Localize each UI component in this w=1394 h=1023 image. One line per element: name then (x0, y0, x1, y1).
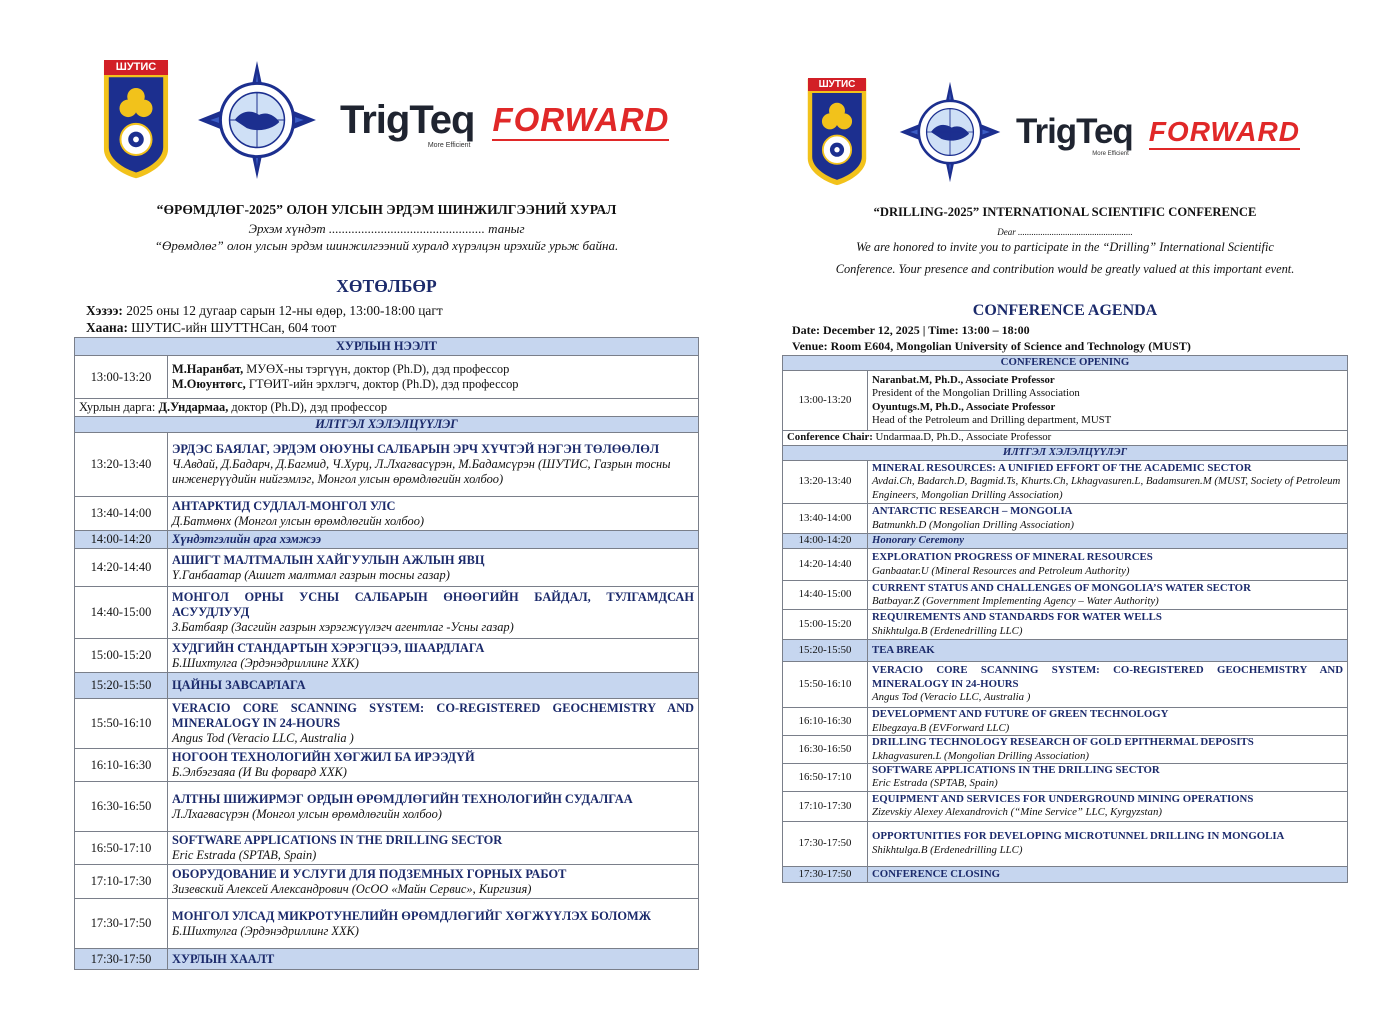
talk-title: CURRENT STATUS AND CHALLENGES OF MONGOLIA’S WATER SECTOR (872, 581, 1251, 594)
talk-cell (168, 497, 699, 531)
opening-row (783, 371, 1348, 431)
chair-role: доктор (Ph.D), дэд профессор (228, 400, 388, 415)
talk-title: МОНГОЛ УЛСАД МИКРОТУНЕЛИЙН ӨРӨМДЛӨГИЙГ ХӨГЖҮҮЛЭХ БОЛОМЖ (172, 908, 651, 923)
time-cell: 17:30-17:50 (783, 821, 868, 866)
forward-wordmark: FORWARD (1148, 116, 1300, 147)
presentations-heading: ИЛТГЭЛ ХЭЛЭЛЦҮҮЛЭГ (783, 446, 1348, 461)
talk-authors: Shikhtulga.B (Erdenedrilling LLC) (872, 843, 1023, 856)
schedule-row (783, 764, 1348, 792)
time-cell: 15:20-15:50 (75, 673, 168, 699)
talk-cell (168, 832, 699, 865)
schedule-row (75, 497, 699, 531)
talk-cell (868, 610, 1348, 640)
talk-title: ОБОРУДОВАНИЕ И УСЛУГИ ДЛЯ ПОДЗЕМНЫХ ГОРНЫХ РАБОТ (172, 866, 567, 881)
talk-cell (168, 749, 699, 782)
talk-cell (868, 736, 1348, 764)
time-cell: 14:40-15:00 (75, 587, 168, 639)
talk-authors: Lkhagvasuren.L (Mongolian Drilling Association) (872, 749, 1089, 762)
trigteq-logo (1016, 112, 1133, 157)
agenda-title: ХӨТӨЛБӨР (336, 276, 437, 296)
talk-cell (168, 699, 699, 749)
schedule-row (783, 662, 1348, 708)
talk-cell (868, 581, 1348, 610)
presentations-band (783, 446, 1348, 461)
greeting-line: Dear ................................................... (997, 227, 1133, 237)
closing-heading: ХУРЛЫН ХААЛТ (168, 949, 699, 970)
talk-title: SOFTWARE APPLICATIONS IN THE DRILLING SECTOR (172, 833, 503, 848)
opening-speakers (168, 356, 699, 399)
time-cell: 14:20-14:40 (75, 549, 168, 587)
speaker-name: Oyuntugs.M, Ph.D., Associate Professor (872, 400, 1056, 413)
talk-title: АНТАРКТИД СУДЛАЛ-МОНГОЛ УЛС (172, 498, 396, 513)
talk-title: Хүндэтгэлийн арга хэмжээ (172, 532, 321, 547)
talk-cell (168, 899, 699, 949)
schedule-row (75, 433, 699, 497)
talk-cell (168, 433, 699, 497)
venue-label: Хаана: (86, 320, 128, 335)
chair-cell (783, 431, 1348, 446)
talk-authors: Eric Estrada (SPTAB, Spain) (172, 848, 317, 862)
schedule-table (782, 355, 1348, 883)
talk-cell (868, 461, 1348, 504)
logo-row (102, 58, 669, 182)
schedule-row (75, 899, 699, 949)
talk-cell (868, 640, 1348, 662)
chair-cell (75, 399, 699, 417)
time-cell: 16:50-17:10 (783, 764, 868, 792)
time-cell: 17:30-17:50 (783, 866, 868, 882)
talk-cell (168, 587, 699, 639)
time-cell: 14:00-14:20 (783, 534, 868, 549)
trigteq-wordmark: TrigTeq (340, 97, 475, 142)
speaker-role: President of the Mongolian Drilling Association (872, 387, 1080, 400)
venue-label: Venue: (792, 339, 828, 353)
talk-authors: Ganbaatar.U (Mineral Resources and Petroleum Authority) (872, 564, 1130, 577)
time-cell: 15:50-16:10 (75, 699, 168, 749)
time-cell: 15:00-15:20 (75, 639, 168, 673)
closing-row (783, 866, 1348, 882)
talk-cell (868, 791, 1348, 821)
greeting-line: Эрхэм хүндэт ................................................ таныг (248, 221, 525, 236)
schedule-row (783, 821, 1348, 866)
date-label: Date: (792, 323, 820, 337)
venue-line (86, 320, 336, 336)
talk-title: ЭРДЭС БАЯЛАГ, ЭРДЭМ ОЮУНЫ САЛБАРЫН ЭРЧ ХҮЧТЭЙ НЭГЭН ТӨЛӨӨЛӨЛ (172, 442, 660, 457)
talk-authors: Elbegzaya.B (EVForward LLC) (872, 721, 1010, 734)
talk-authors: Batbayar.Z (Government Implementing Agency – Water Authority) (872, 595, 1159, 607)
opening-row (75, 356, 699, 399)
schedule-table (74, 337, 699, 970)
time-cell: 13:20-13:40 (783, 461, 868, 504)
mda-emblem-logo (196, 59, 318, 181)
talk-authors: Zizevskiy Alexey Alexandrovich (“Mine Service” LLC, Kyrgyzstan) (872, 806, 1162, 819)
talk-authors: Б.Элбэгзаяа (И Ви форвард ХХК) (172, 765, 347, 779)
talk-cell (868, 662, 1348, 708)
talk-authors: Д.Батмөнх (Монгол улсын өрөмдлөгийн холбоо) (172, 513, 425, 528)
talk-title: DRILLING TECHNOLOGY RESEARCH OF GOLD EPITHERMAL DEPOSITS (872, 736, 1254, 749)
conference-title: “DRILLING-2025” INTERNATIONAL SCIENTIFIC CONFERENCE (873, 205, 1257, 219)
talk-cell (868, 821, 1348, 866)
opening-band (783, 356, 1348, 371)
opening-heading: ХУРЛЫН НЭЭЛТ (75, 338, 699, 356)
talk-cell (168, 531, 699, 549)
talk-cell (168, 782, 699, 832)
talk-authors: Л.Лхагвасүрэн (Монгол улсын өрөмдлөгийн холбоо) (172, 806, 442, 821)
talk-cell (168, 673, 699, 699)
talk-title: VERACIO CORE SCANNING SYSTEM: CO-REGISTERED GEOCHEMISTRY AND MINERALOGY IN 24-HOURS (172, 701, 694, 731)
talk-cell (868, 549, 1348, 581)
trigteq-tagline: More Efficient (427, 141, 471, 149)
time-cell: 17:30-17:50 (75, 949, 168, 970)
forward-underline (492, 139, 669, 141)
schedule-row (783, 549, 1348, 581)
venue-value: Room E604, Mongolian University of Science and Technology (MUST) (827, 339, 1191, 353)
closing-heading: CONFERENCE CLOSING (868, 866, 1348, 882)
venue-value: ШУТИС-ийн ШУТТНСан, 604 тоот (127, 320, 337, 335)
must-shield-text: ШУТИС (104, 60, 168, 75)
time-cell: 13:40-14:00 (75, 497, 168, 531)
talk-cell (168, 865, 699, 899)
time-cell: 16:10-16:30 (783, 708, 868, 736)
invitation-text: “Өрөмдлөг” олон улсын эрдэм шинжилгээний хуралд хүрэлцэн ирэхийг урьж байна. (154, 238, 619, 253)
schedule-row (783, 461, 1348, 504)
time-cell: 13:00-13:20 (783, 371, 868, 431)
time-cell: 14:00-14:20 (75, 531, 168, 549)
schedule-row (75, 832, 699, 865)
talk-title: TEA BREAK (872, 643, 935, 656)
time-cell: 13:20-13:40 (75, 433, 168, 497)
talk-title: REQUIREMENTS AND STANDARDS FOR WATER WELLS (872, 611, 1162, 624)
speaker-line (172, 362, 694, 377)
date-line (86, 303, 443, 319)
conference-title: “ӨРӨМДЛӨГ-2025” ОЛОН УЛСЫН ЭРДЭМ ШИНЖИЛГЭЭНИЙ ХУРАЛ (156, 202, 617, 217)
must-shield-logo (102, 58, 170, 182)
time-cell: 16:30-16:50 (783, 736, 868, 764)
schedule-row (783, 640, 1348, 662)
talk-authors: Angus Tod (Veracio LLC, Australia ) (172, 730, 354, 745)
talk-cell (868, 708, 1348, 736)
time-cell: 14:40-15:00 (783, 581, 868, 610)
talk-authors: Eric Estrada (SPTAB, Spain) (872, 777, 998, 790)
forward-logo (1149, 116, 1300, 148)
time-cell: 15:50-16:10 (783, 662, 868, 708)
chair-row (783, 431, 1348, 446)
time-cell: 15:20-15:50 (783, 640, 868, 662)
talk-title: EQUIPMENT AND SERVICES FOR UNDERGROUND MINING OPERATIONS (872, 792, 1254, 805)
talk-authors: Ү.Ганбаатар (Ашигт малтмал газрын тосны газар) (172, 567, 450, 582)
chair-label: Conference Chair: (787, 431, 873, 444)
time-cell: 15:00-15:20 (783, 610, 868, 640)
closing-row (75, 949, 699, 970)
opening-speakers (868, 371, 1348, 431)
date-value: 2025 оны 12 дугаар сарын 12-ны өдөр, 13:00-18:00 цагт (122, 303, 443, 318)
schedule-row (783, 581, 1348, 610)
schedule-row (783, 791, 1348, 821)
talk-title: ANTARCTIC RESEARCH – MONGOLIA (872, 505, 1073, 518)
talk-title: VERACIO CORE SCANNING SYSTEM: CO-REGISTERED GEOCHEMISTRY AND MINERALOGY IN 24-HOURS (872, 664, 1343, 690)
schedule-row (75, 549, 699, 587)
time-cell: 16:30-16:50 (75, 782, 168, 832)
must-shield-text: ШУТИС (808, 78, 866, 91)
schedule-row (75, 699, 699, 749)
opening-band (75, 338, 699, 356)
talk-title: MINERAL RESOURCES: A UNIFIED EFFORT OF THE ACADEMIC SECTOR (872, 461, 1252, 474)
speaker-name: М.Оюунтөгс, (172, 377, 246, 391)
forward-wordmark: FORWARD (492, 101, 670, 138)
chair-label: Хурлын дарга: (79, 400, 156, 415)
talk-title: АШИГТ МАЛТМАЛЫН ХАЙГУУЛЫН АЖЛЫН ЯВЦ (172, 552, 485, 567)
time-cell: 16:50-17:10 (75, 832, 168, 865)
speaker-role: МУӨХ-ны тэргүүн, доктор (Ph.D), дэд профессор (243, 362, 510, 377)
talk-cell (868, 534, 1348, 549)
talk-authors: Shikhtulga.B (Erdenedrilling LLC) (872, 624, 1023, 637)
talk-title: ЦАЙНЫ ЗАВСАРЛАГА (172, 678, 306, 693)
speaker-name: Naranbat.M, Ph.D., Associate Professor (872, 373, 1055, 386)
time-cell: 13:00-13:20 (75, 356, 168, 399)
schedule-row (75, 587, 699, 639)
date-line (792, 323, 1030, 338)
time-cell: 16:10-16:30 (75, 749, 168, 782)
invitation-text-line2: Conference. Your presence and contribution would be greatly valued at this important event. (835, 262, 1295, 276)
talk-title: АЛТНЫ ШИЖИРМЭГ ОРДЫН ӨРӨМДЛӨГИЙН ТЕХНОЛОГИЙН СУДАЛГАА (172, 791, 633, 806)
talk-authors: Batmunkh.D (Mongolian Drilling Association) (872, 518, 1074, 531)
talk-cell (168, 549, 699, 587)
time-cell: 17:30-17:50 (75, 899, 168, 949)
schedule-row (75, 639, 699, 673)
talk-title: ХУДГИЙН СТАНДАРТЫН ХЭРЭГЦЭЭ, ШААРДЛАГА (172, 640, 485, 655)
logo-row (806, 76, 1300, 188)
date-value: December 12, 2025 | Time: 13:00 – 18:00 (819, 323, 1030, 337)
time-cell: 17:10-17:30 (783, 791, 868, 821)
invitation-text-line1: We are honored to invite you to participate in the “Drilling” International Scientific (856, 240, 1274, 254)
talk-authors: Ч.Авдай, Д.Бадарч, Д.Багмид, Ч.Хурц, Л.Лхагвасүрэн, М.Бадамсүрэн (ШУТИС, Газрын тосны инженерүүдийн нийгэмлэг, Монгол улсын өрөмдлөгийн холбоо) (172, 457, 671, 486)
talk-title: Honorary Ceremony (872, 534, 965, 547)
trigteq-tagline: More Efficient (1092, 151, 1129, 157)
time-cell: 13:40-14:00 (783, 504, 868, 534)
talk-authors: З.Батбаяр (Засгийн газрын хэрэгжүүлэгч агентлаг -Усны газар) (172, 619, 514, 634)
forward-underline (1149, 148, 1300, 150)
talk-title: НОГООН ТЕХНОЛОГИЙН ХӨГЖИЛ БА ИРЭЭДҮЙ (172, 750, 475, 765)
presentations-heading: ИЛТГЭЛ ХЭЛЭЛЦҮҮЛЭГ (75, 417, 699, 433)
schedule-row (75, 865, 699, 899)
trigteq-wordmark: TrigTeq (1016, 112, 1133, 151)
chair-value: Undarmaa.D, Ph.D., Associate Professor (872, 431, 1052, 444)
talk-authors: Б.Шихтулга (Эрдэнэдриллинг ХХК) (172, 923, 359, 938)
venue-line (792, 339, 1191, 354)
talk-cell (868, 764, 1348, 792)
talk-cell (868, 504, 1348, 534)
chair-name: Д.Ундармаа, (155, 400, 229, 415)
schedule-row (75, 749, 699, 782)
schedule-row (783, 504, 1348, 534)
talk-authors: Зизевский Алексей Александрович (ОсОО «Майн Сервис», Киргизия) (172, 881, 532, 896)
talk-authors: Angus Tod (Veracio LLC, Australia ) (872, 691, 1031, 704)
forward-logo (492, 101, 669, 139)
time-cell: 14:20-14:40 (783, 549, 868, 581)
talk-authors: Avdai.Ch, Badarch.D, Bagmid.Ts, Khurts.Ch, Lkhagvasuren.L, Badamsuren.M (MUST, Society of Petroleum Engineers, Mongolian Drilling Association) (872, 475, 1341, 501)
talk-title: EXPLORATION PROGRESS OF MINERAL RESOURCES (872, 551, 1153, 564)
talk-title: DEVELOPMENT AND FUTURE OF GREEN TECHNOLOGY (872, 708, 1169, 721)
date-label: Хэзээ: (86, 303, 123, 318)
speaker-line (172, 377, 694, 392)
schedule-row (783, 534, 1348, 549)
agenda-title: CONFERENCE AGENDA (972, 302, 1158, 319)
talk-cell (168, 639, 699, 673)
talk-title: SOFTWARE APPLICATIONS IN THE DRILLING SECTOR (872, 764, 1160, 776)
talk-title: МОНГОЛ ОРНЫ УСНЫ САЛБАРЫН ӨНӨӨГИЙН БАЙДАЛ, ТУЛГАМДСАН АСУУДЛУУД (172, 590, 694, 620)
schedule-row (75, 531, 699, 549)
schedule-row (783, 708, 1348, 736)
talk-title: OPPORTUNITIES FOR DEVELOPING MICROTUNNEL DRILLING IN MONGOLIA (872, 830, 1285, 843)
talk-authors: Б.Шихтулга (Эрдэнэдриллинг ХХК) (172, 655, 359, 670)
schedule-row (783, 736, 1348, 764)
opening-heading: CONFERENCE OPENING (783, 356, 1348, 371)
speaker-role: Head of the Petroleum and Drilling department, MUST (872, 413, 1112, 426)
trigteq-logo (340, 97, 475, 149)
speaker-role: ГТӨИТ-ийн эрхлэгч, доктор (Ph.D), дэд профессор (245, 377, 519, 391)
schedule-row (75, 782, 699, 832)
mda-emblem-logo (898, 80, 1002, 184)
must-shield-logo (806, 76, 868, 188)
schedule-row (783, 610, 1348, 640)
chair-row (75, 399, 699, 417)
speaker-name: М.Наранбат, (172, 362, 244, 377)
time-cell: 17:10-17:30 (75, 865, 168, 899)
presentations-band (75, 417, 699, 433)
schedule-row (75, 673, 699, 699)
